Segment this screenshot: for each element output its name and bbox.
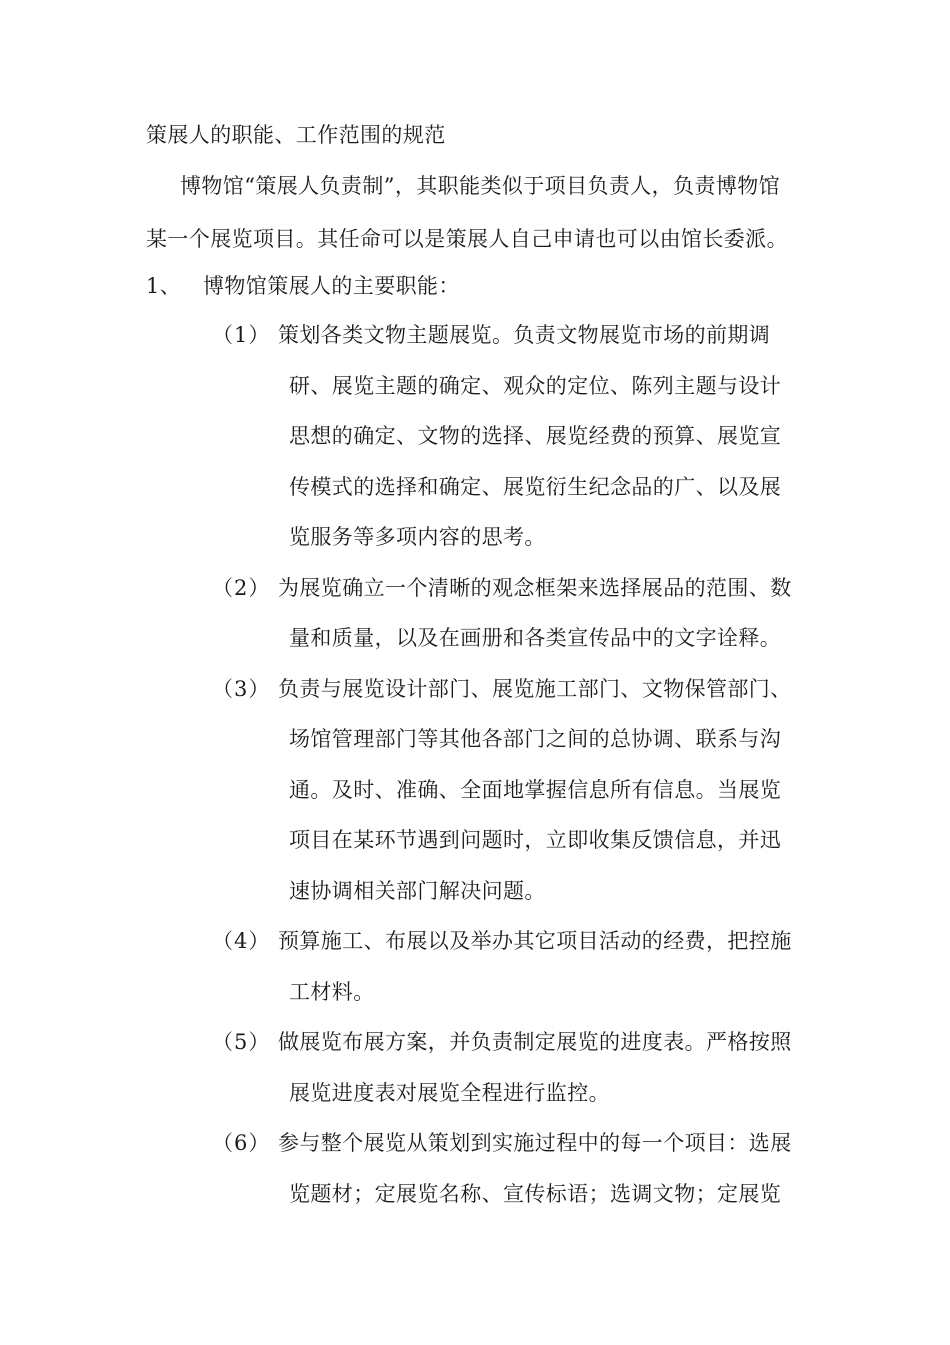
list-item-number: （5） [212,1030,271,1054]
section-heading: 博物馆策展人的主要职能： [203,274,460,298]
list-item-text-line: 览服务等多项内容的思考。 [289,525,546,549]
list-item-text-line: 览题材；定展览名称、宣传标语；选调文物；定展览 [289,1181,782,1206]
section-number: 1、 [146,274,182,298]
list-item-number: （4） [212,929,271,953]
list-item-text-line: 展览进度表对展览全程进行监控。 [289,1080,610,1105]
list-item-text-line: 研、展览主题的确定、观众的定位、陈列主题与设计 [289,373,782,398]
list-item-text-line: 参与整个展览从策划到实施过程中的每一个项目：选展 [278,1131,792,1155]
list-item-text-line: 预算施工、布展以及举办其它项目活动的经费，把控施 [278,929,792,953]
list-item-number: （3） [212,676,271,701]
list-item-text-line: 项目在某环节遇到问题时，立即收集反馈信息，并迅 [289,828,782,852]
document-title: 策展人的职能、工作范围的规范 [146,123,446,147]
list-item-text-line: 做展览布展方案，并负责制定展览的进度表。严格按照 [278,1030,792,1054]
list-item-text-line: 速协调相关部门解决问题。 [289,878,546,903]
list-item-text-line: 思想的确定、文物的选择、展览经费的预算、展览宣 [289,424,782,448]
list-item-text-line: 通。及时、准确、全面地掌握信息所有信息。当展览 [289,777,782,802]
intro-paragraph-line: 博物馆“策展人负责制”，其职能类似于项目负责人，负责博物馆 [180,174,781,198]
list-item-text-line: 量和质量，以及在画册和各类宣传品中的文字诠释。 [289,626,782,650]
list-item-number: （1） [212,323,271,347]
list-item-text-line: 负责与展览设计部门、展览施工部门、文物保管部门、 [278,676,792,701]
list-item-number: （2） [212,575,271,600]
intro-paragraph-line: 某一个展览项目。其任命可以是策展人自己申请也可以由馆长委派。 [146,227,788,251]
list-item-text-line: 为展览确立一个清晰的观念框架来选择展品的范围、数 [278,575,792,600]
list-item-text-line: 策划各类文物主题展览。负责文物展览市场的前期调 [278,323,771,347]
list-item-text-line: 工材料。 [289,979,375,1004]
list-item-text-line: 传模式的选择和确定、展览衍生纪念品的广、以及展 [289,474,782,499]
list-item-text-line: 场馆管理部门等其他各部门之间的总协调、联系与沟 [289,727,782,751]
list-item-number: （6） [212,1131,271,1155]
